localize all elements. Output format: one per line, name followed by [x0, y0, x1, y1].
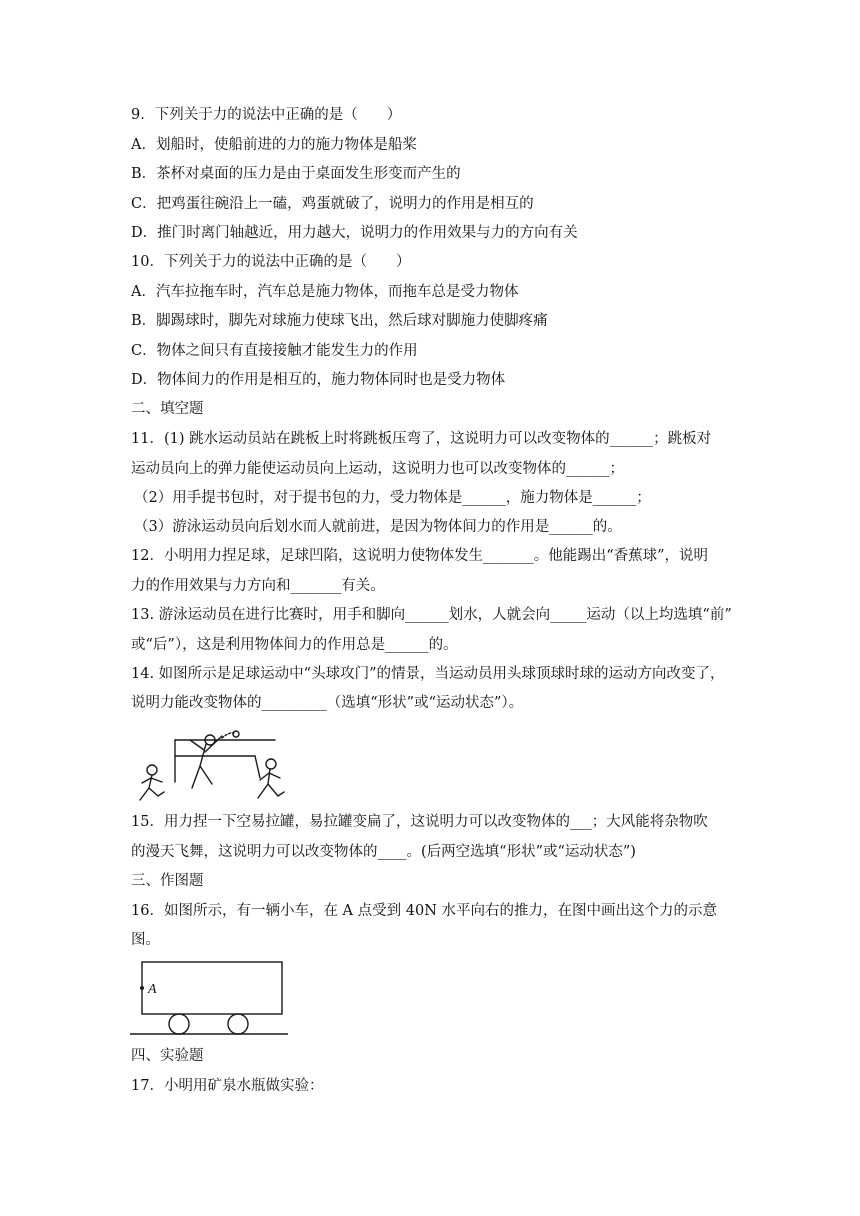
question-10-stem: 10．下列关于力的说法中正确的是（ ）	[131, 254, 411, 270]
header-goal-figure	[130, 726, 290, 806]
point-a-dot	[140, 986, 144, 990]
question-9-option-a: A．划船时，使船前进的力的施力物体是船桨	[131, 137, 417, 153]
question-14-line-1: 14. 如图所示是足球运动中“头球攻门”的情景，当运动员用头球顶球时球的运动方向改变了，	[131, 666, 725, 682]
question-17-stem: 17．小明用矿泉水瓶做实验：	[131, 1078, 324, 1094]
question-11-line-1: 11．(1) 跳水运动员站在跳板上时将跳板压弯了，这说明力可以改变物体的______；跳板对	[131, 431, 712, 447]
question-10-option-c: C．物体之间只有直接接触才能发生力的作用	[131, 343, 418, 359]
question-15-line-1: 15．用力捏一下空易拉罐，易拉罐变扁了，这说明力可以改变物体的___；大风能将杂物吹	[131, 814, 708, 830]
section-heading-drawing: 三、作图题	[131, 873, 204, 889]
question-12-line-2: 力的作用效果与力方向和_______有关。	[131, 578, 385, 594]
question-11-line-2: 运动员向上的弹力能使运动员向上运动，这说明力也可以改变物体的______；	[131, 461, 624, 477]
section-heading-experiment: 四、实验题	[131, 1048, 204, 1064]
question-10-option-b: B．脚踢球时，脚先对球施力使球飞出，然后球对脚施力使脚疼痛	[131, 313, 548, 329]
cart-body	[142, 962, 282, 1014]
question-9-stem: 9．下列关于力的说法中正确的是（ ）	[131, 107, 402, 123]
question-13-line-2: 或“后”），这是利用物体间力的作用总是______的。	[131, 637, 458, 653]
question-10-option-d: D．物体间力的作用是相互的，施力物体同时也是受力物体	[131, 372, 506, 388]
question-16-line-2: 图。	[131, 932, 160, 948]
question-10-option-a: A．汽车拉拖车时，汽车总是施力物体，而拖车总是受力物体	[131, 284, 519, 300]
point-a-label: A	[148, 982, 157, 997]
question-11-part-3: （3）游泳运动员向后划水而人就前进，是因为物体间力的作用是______的。	[134, 519, 622, 535]
question-9-option-b: B．茶杯对桌面的压力是由于桌面发生形变而产生的	[131, 166, 461, 182]
question-9-option-c: C．把鸡蛋往碗沿上一磕，鸡蛋就破了，说明力的作用是相互的	[131, 196, 534, 212]
question-16-line-1: 16．如图所示，有一辆小车，在 A 点受到 40N 水平向右的推力，在图中画出这个力的示意	[131, 903, 717, 919]
question-14-line-2: 说明力能改变物体的_________（选填“形状”或“运动状态”）。	[131, 695, 524, 711]
question-13-line-1: 13. 游泳运动员在进行比赛时，用手和脚向______划水，人就会向_____运动（以上均选填“前”	[131, 607, 732, 623]
question-12-line-1: 12．小明用力捏足球，足球凹陷，这说明力使物体发生_______。他能踢出“香蕉球”，说明	[131, 548, 709, 564]
section-heading-fill-blank: 二、填空题	[131, 401, 204, 417]
cart-wheel-left	[169, 1014, 189, 1034]
cart-wheel-right	[228, 1014, 248, 1034]
question-9-option-d: D．推门时离门轴越近，用力越大，说明力的作用效果与力的方向有关	[131, 225, 578, 241]
question-11-part-2: （2）用手提书包时，对于提书包的力，受力物体是______，施力物体是______；	[134, 490, 651, 506]
cart-figure	[130, 955, 292, 1037]
question-15-line-2: 的漫天飞舞，这说明力可以改变物体的____。(后两空选填“形状”或“运动状态”)	[131, 844, 636, 860]
